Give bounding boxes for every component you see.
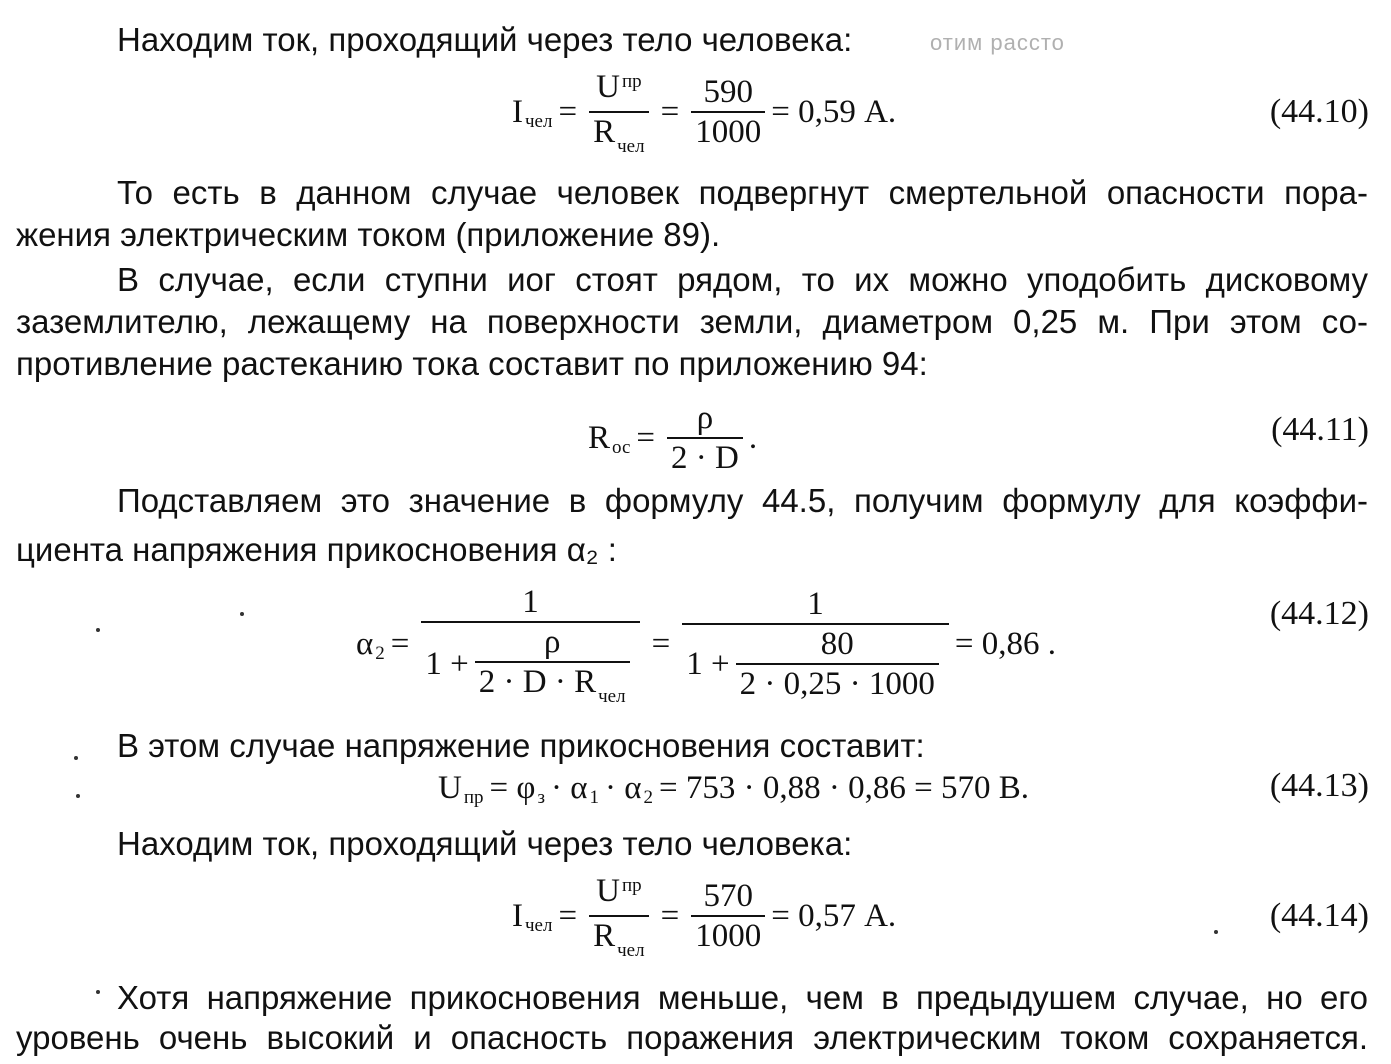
paragraph-find-current-2: Находим ток, проходящий через тело человека: — [117, 825, 853, 862]
paragraph-touch-voltage: В этом случае напряжение прикосновения составит: — [117, 727, 925, 764]
paragraph-feet-line-2: заземлителю, лежащему на поверхности земли, диаметром 0,25 м. При этом со- — [16, 303, 1368, 340]
equation-number-44-11: (44.11) — [1271, 411, 1369, 448]
equation-44-13: U пр = φ з · α 1 · α 2 = 753 · 0,88 · 0,86 = 570 В. — [438, 770, 1029, 808]
paragraph-substitute-line-2: циента напряжения прикосновения α₂ : — [16, 531, 617, 568]
equation-44-12: α 2 = 1 1 + $\frac{\rho}{2 \cdot D \cdot R _{чел}}$ = 1 1 + $\frac{80}{2 \cdot 0,25 \cdot 1000}$ = 0,86 . — [356, 583, 1056, 707]
fraction-numeric-2: $\frac{570}{1000}$ — [691, 877, 765, 955]
paragraph-danger-line-2: жения электрическим током (приложение 89). — [16, 216, 721, 253]
paragraph-danger-line-1: То есть в данном случае человек подвергнут смертельной опасности пора- — [117, 174, 1368, 211]
paragraph-conclusion-line-2: уровень очень высокий и опасность поражения электрическим током сохраняется. — [16, 1019, 1368, 1056]
fraction-alpha-general: 1 1 + $\frac{\rho}{2 \cdot D \cdot R _{чел}}$ — [421, 583, 639, 706]
equation-44-10: I чел = $\frac{U ^{пр}}{R _{чел}}$ = $\frac{590}{1000}$ = 0,59 А. — [512, 69, 897, 157]
bleed-through-text: отим рассто — [930, 30, 1065, 55]
scan-speck — [96, 990, 100, 994]
equation-number-44-10: (44.10) — [1269, 93, 1369, 130]
fraction-rho-over-2d: $\frac{\rho}{2 \cdot D}$ — [667, 399, 743, 477]
paragraph-substitute-line-1: Подставляем это значение в формулу 44.5, получим формулу для коэффи- — [117, 482, 1368, 519]
fraction-u-over-r-2: $\frac{U ^{пр}}{R _{чел}}$ — [589, 872, 649, 960]
equation-number-44-12: (44.12) — [1269, 595, 1369, 632]
scan-speck — [1214, 930, 1218, 934]
scan-speck — [74, 756, 78, 760]
paragraph-conclusion-line-1: Хотя напряжение прикосновения меньше, чем в предыдушем случае, но его — [117, 979, 1368, 1016]
equation-number-44-14: (44.14) — [1269, 897, 1369, 934]
eq-result: = 0,59 А. — [771, 94, 897, 130]
equation-44-14: I чел = $\frac{U ^{пр}}{R _{чел}}$ = $\frac{570}{1000}$ = 0,57 А. — [512, 873, 897, 961]
scan-speck — [96, 628, 100, 632]
eq-subscript: чел — [525, 111, 553, 132]
fraction-alpha-numeric: 1 1 + $\frac{80}{2 \cdot 0,25 \cdot 1000}$ — [682, 585, 949, 703]
equation-44-11: R ос = $\frac{\rho}{2 \cdot D}$ . — [588, 400, 758, 476]
equation-number-44-13: (44.13) — [1269, 767, 1369, 804]
scan-speck — [76, 794, 80, 798]
paragraph-find-current-1: Находим ток, проходящий через тело человека: — [117, 21, 853, 58]
fraction-u-over-r: $\frac{U ^{пр}}{R _{чел}}$ — [589, 68, 649, 156]
eq-symbol: I — [512, 94, 523, 130]
paragraph-feet-line-3: противление растеканию тока составит по приложению 94: — [16, 345, 928, 382]
paragraph-feet-line-1: В случае, если ступни иог стоят рядом, то их можно уподобить дисковому — [117, 261, 1368, 298]
fraction-numeric: $\frac{590}{1000}$ — [691, 73, 765, 151]
scan-speck — [240, 612, 244, 616]
